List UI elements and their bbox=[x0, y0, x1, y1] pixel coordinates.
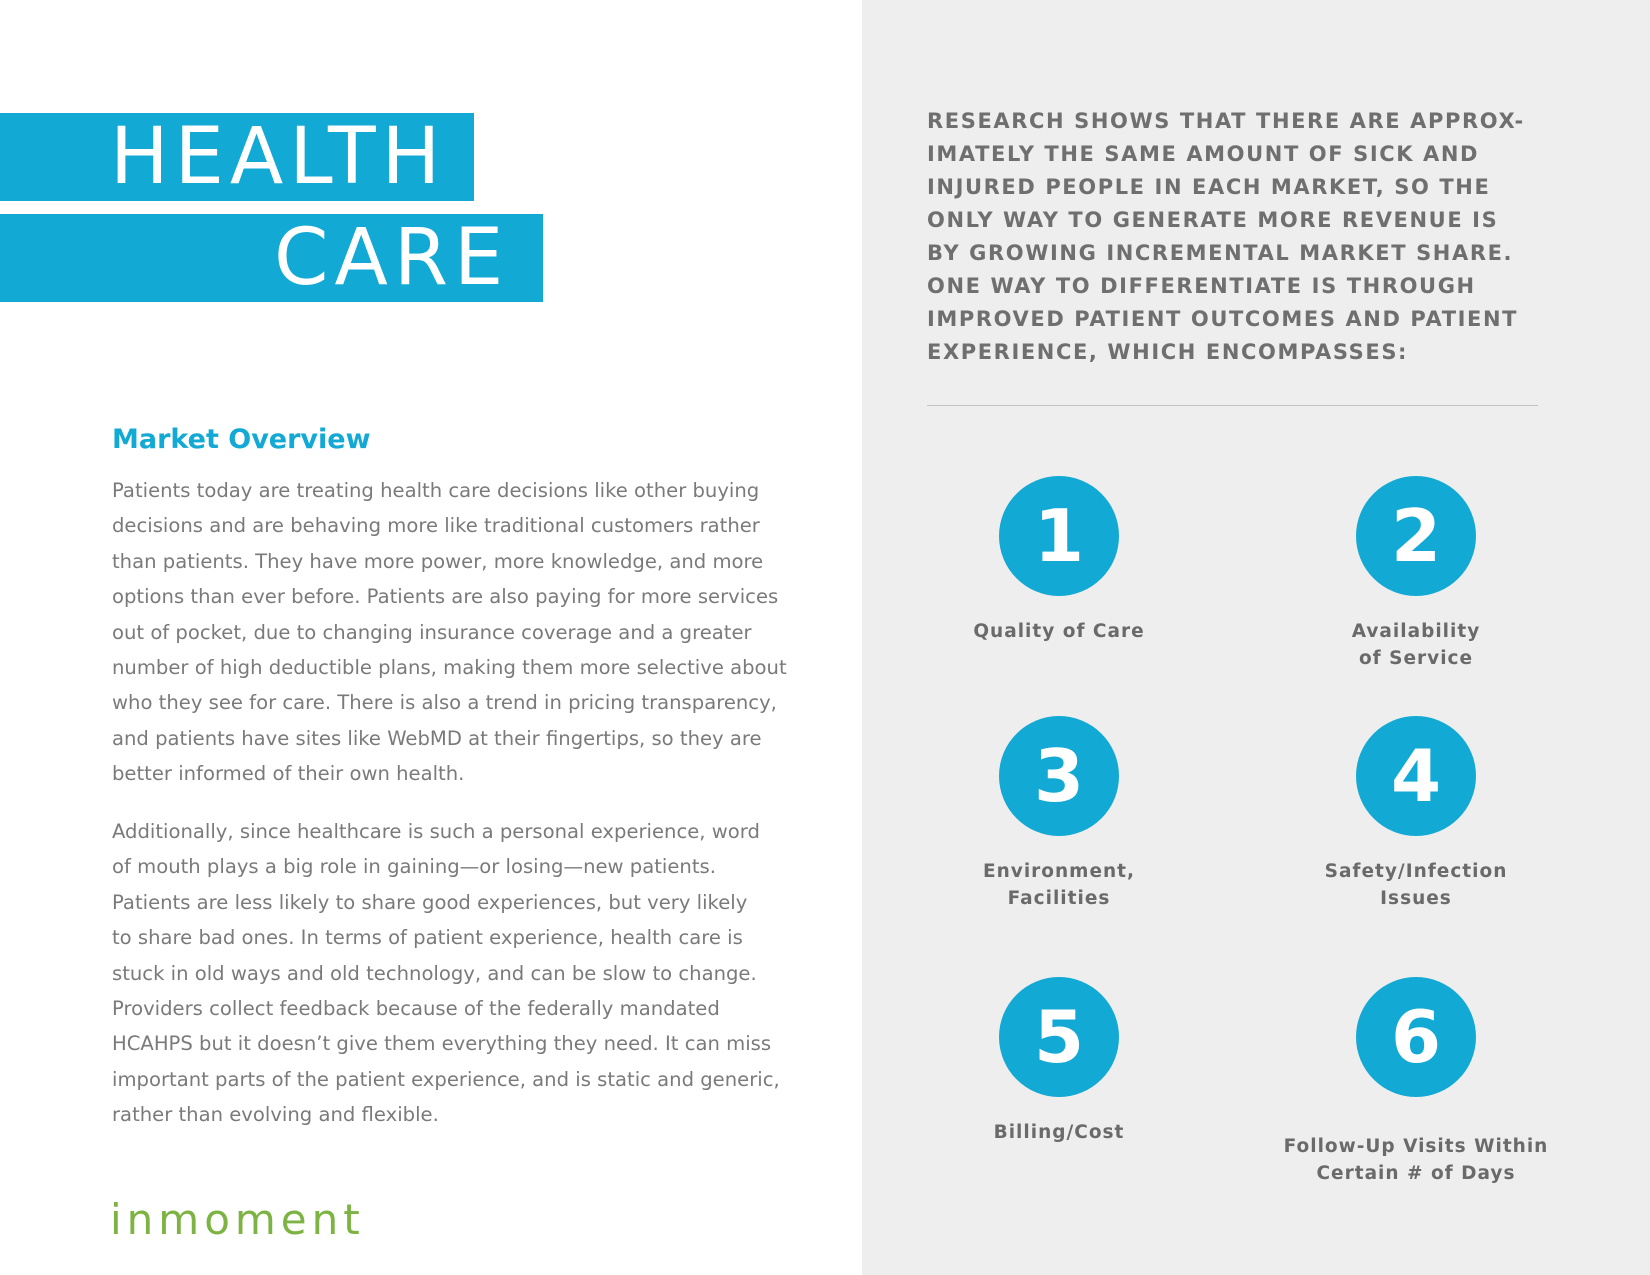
factor-label-line: Availability bbox=[1351, 621, 1481, 642]
title-banner-care bbox=[0, 214, 543, 302]
inmoment-logo: inmoment bbox=[110, 1195, 365, 1244]
research-line: EXPERIENCE, WHICH ENCOMPASSES: bbox=[927, 340, 1409, 364]
paragraph-line: number of high deductible plans, making them more selective about bbox=[112, 656, 787, 680]
market-overview-paragraph-1 bbox=[112, 473, 822, 792]
market-overview-paragraph-2 bbox=[112, 814, 822, 1133]
factor-label-line: Safety/Infection bbox=[1324, 861, 1508, 882]
paragraph-line: who they see for care. There is also a trend in pricing transparency, bbox=[112, 691, 777, 715]
factor-item-2 bbox=[1276, 476, 1556, 672]
factor-label-line: Facilities bbox=[1007, 888, 1111, 909]
paragraph-line: decisions and are behaving more like traditional customers rather bbox=[112, 514, 760, 538]
factor-number-badge: 6 bbox=[1356, 977, 1476, 1097]
research-line: BY GROWING INCREMENTAL MARKET SHARE. bbox=[927, 241, 1514, 265]
paragraph-line: Patients are less likely to share good experiences, but very likely bbox=[112, 890, 748, 914]
title-health: HEALTH bbox=[110, 112, 447, 202]
factor-item-3 bbox=[919, 716, 1199, 912]
paragraph-line: Patients today are treating health care decisions like other buying bbox=[112, 479, 760, 502]
factor-item-4 bbox=[1276, 716, 1556, 912]
factor-item-6 bbox=[1276, 977, 1556, 1187]
paragraph-line: important parts of the patient experience, and is static and generic, bbox=[112, 1067, 780, 1091]
factor-label-line: Certain # of Days bbox=[1316, 1163, 1516, 1184]
paragraph-line: and patients have sites like WebMD at their fingertips, so they are bbox=[112, 726, 762, 750]
factor-label-line: Quality of Care bbox=[973, 621, 1145, 642]
paragraph-line: of mouth plays a big role in gaining—or losing—new patients. bbox=[112, 855, 716, 879]
paragraph-line: better informed of their own health. bbox=[112, 762, 465, 786]
factor-label bbox=[919, 618, 1199, 645]
paragraph-line: than patients. They have more power, more knowledge, and more bbox=[112, 549, 764, 573]
factor-label bbox=[1276, 1133, 1556, 1187]
factor-number-badge: 5 bbox=[999, 977, 1119, 1097]
factor-label-line: Billing/Cost bbox=[993, 1122, 1125, 1143]
research-line: ONE WAY TO DIFFERENTIATE IS THROUGH bbox=[927, 274, 1476, 298]
research-line: IMPROVED PATIENT OUTCOMES AND PATIENT bbox=[927, 307, 1519, 331]
market-overview-heading: Market Overview bbox=[112, 424, 371, 455]
factor-item-5 bbox=[919, 977, 1199, 1146]
factor-number-badge: 1 bbox=[999, 476, 1119, 596]
paragraph-line: Providers collect feedback because of the federally mandated bbox=[112, 997, 720, 1021]
research-intro bbox=[927, 105, 1567, 369]
factor-label bbox=[1276, 858, 1556, 912]
title-banner-health bbox=[0, 113, 474, 201]
paragraph-line: rather than evolving and flexible. bbox=[112, 1103, 439, 1127]
factor-label-line: of Service bbox=[1358, 648, 1474, 669]
research-line: RESEARCH SHOWS THAT THERE ARE APPROX- bbox=[927, 109, 1525, 133]
research-line: IMATELY THE SAME AMOUNT OF SICK AND bbox=[927, 142, 1480, 166]
factor-label bbox=[1276, 618, 1556, 672]
factor-label bbox=[919, 1119, 1199, 1146]
paragraph-line: Additionally, since healthcare is such a personal experience, word bbox=[112, 820, 760, 843]
factor-label bbox=[919, 858, 1199, 912]
factor-label-line: Issues bbox=[1380, 888, 1452, 909]
title-care: CARE bbox=[274, 213, 510, 303]
research-line: INJURED PEOPLE IN EACH MARKET, SO THE bbox=[927, 175, 1491, 199]
section-divider bbox=[927, 405, 1538, 406]
paragraph-line: to share bad ones. In terms of patient experience, health care is bbox=[112, 926, 743, 950]
factor-number-badge: 2 bbox=[1356, 476, 1476, 596]
factor-number-badge: 4 bbox=[1356, 716, 1476, 836]
paragraph-line: out of pocket, due to changing insurance coverage and a greater bbox=[112, 620, 752, 644]
paragraph-line: stuck in old ways and old technology, and can be slow to change. bbox=[112, 961, 757, 985]
factor-item-1 bbox=[919, 476, 1199, 645]
factor-label-line: Follow-Up Visits Within bbox=[1283, 1136, 1549, 1157]
factor-label-line: Environment, bbox=[982, 861, 1136, 882]
research-line: ONLY WAY TO GENERATE MORE REVENUE IS bbox=[927, 208, 1499, 232]
paragraph-line: options than ever before. Patients are also paying for more services bbox=[112, 585, 779, 609]
paragraph-line: HCAHPS but it doesn’t give them everything they need. It can miss bbox=[112, 1032, 772, 1056]
factor-number-badge: 3 bbox=[999, 716, 1119, 836]
